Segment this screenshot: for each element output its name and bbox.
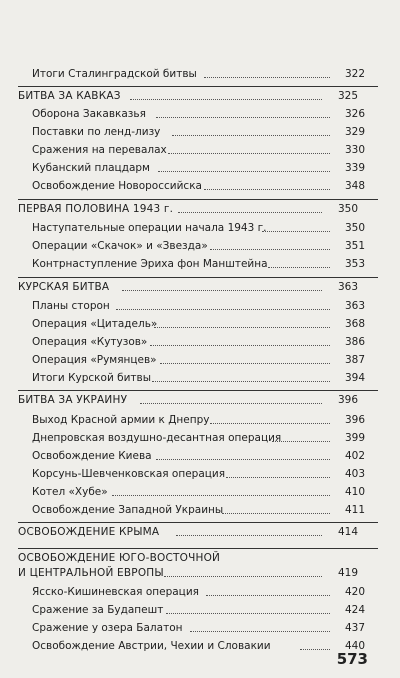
entry-page: 322 [344,68,365,80]
entry-page: 396 [344,414,365,426]
entry-title: Сражение у озера Балатон [32,622,183,634]
section-page: 350 [337,203,358,215]
leader-dots [272,441,330,442]
leader-dots [176,535,322,536]
leader-dots [226,477,330,478]
toc-entry [0,448,400,464]
section-rule [18,277,378,278]
leader-dots [204,77,330,78]
leader-dots [122,290,322,291]
entry-title: Итоги Курской битвы [32,372,152,384]
entry-title: Освобождение Киева [32,450,152,462]
entry-page: 339 [344,162,365,174]
section-page: 396 [337,394,358,406]
entry-page: 363 [344,300,365,312]
entry-page: 387 [344,354,365,366]
toc-entry [0,220,400,236]
leader-dots [222,513,330,514]
toc-entry [0,142,400,158]
entry-title: Освобождение Новороссийска [32,180,202,192]
entry-page: 348 [344,180,365,192]
entry-title: Наступательные операции начала 1943 г. [32,222,267,234]
toc-entry [0,124,400,140]
toc-entry [0,584,400,600]
toc-entry [0,370,400,386]
entry-page: 350 [344,222,365,234]
section-title: БИТВА ЗА КАВКАЗ [18,90,121,102]
leader-dots [268,267,330,268]
leader-dots [166,613,330,614]
section-page: 325 [337,90,358,102]
entry-page: 353 [344,258,365,270]
toc-entry [0,238,400,254]
entry-page: 411 [344,504,365,516]
toc-entry [0,160,400,176]
entry-page: 420 [344,586,365,598]
leader-dots [116,309,330,310]
entry-title: Операции «Скачок» и «Звезда» [32,240,208,252]
entry-title: Кубанский плацдарм [32,162,150,174]
leader-dots [160,363,330,364]
toc-section [0,279,400,295]
leader-dots [158,171,330,172]
leader-dots [172,135,330,136]
section-title-line2: И ЦЕНТРАЛЬНОЙ ЕВРОПЫ [18,567,164,579]
section-rule [18,390,378,391]
section-rule [18,522,378,523]
entry-title: Планы сторон [32,300,110,312]
section-page: 414 [337,526,358,538]
entry-title: Операция «Цитадель» [32,318,158,330]
leader-dots [204,189,330,190]
section-rule [18,199,378,200]
leader-dots [262,231,330,232]
section-title: ОСВОБОЖДЕНИЕ КРЫМА [18,526,160,538]
leader-dots [190,631,330,632]
leader-dots [130,99,322,100]
toc-entry [0,466,400,482]
section-title-line1: ОСВОБОЖДЕНИЕ ЮГО-ВОСТОЧНОЙ [18,552,221,564]
toc-section [0,201,400,217]
leader-dots [210,423,330,424]
section-page: 363 [337,281,358,293]
entry-title: Освобождение Западной Украины [32,504,224,516]
leader-dots [152,381,330,382]
leader-dots [178,212,322,213]
section-rule [18,548,378,549]
toc-entry [0,620,400,636]
page-number: 573 [336,650,368,668]
leader-dots [210,249,330,250]
leader-dots [164,576,322,577]
toc-section [0,88,400,104]
leader-dots [112,495,330,496]
entry-page: 402 [344,450,365,462]
entry-title: Сражение за Будапешт [32,604,164,616]
entry-title: Выход Красной армии к Днепру [32,414,210,426]
entry-page: 437 [344,622,365,634]
toc-entry [0,178,400,194]
entry-page: 394 [344,372,365,384]
entry-title: Котел «Хубе» [32,486,108,498]
leader-dots [150,345,330,346]
entry-title: Итоги Сталинградской битвы [32,68,197,80]
toc-entry [0,66,400,82]
toc-entry [0,256,400,272]
leader-dots [140,403,322,404]
entry-page: 330 [344,144,365,156]
leader-dots [156,459,330,460]
toc-entry [0,484,400,500]
entry-page: 386 [344,336,365,348]
toc-entry [0,352,400,368]
toc-section [0,551,400,565]
entry-title: Днепровская воздушно-десантная операция [32,432,282,444]
toc-section [0,392,400,408]
leader-dots [300,649,330,650]
entry-page: 329 [344,126,365,138]
entry-title: Операция «Румянцев» [32,354,157,366]
entry-title: Сражения на перевалах [32,144,167,156]
entry-page: 399 [344,432,365,444]
leader-dots [154,327,330,328]
toc-entry [0,502,400,518]
entry-page: 403 [344,468,365,480]
leader-dots [206,595,330,596]
toc-entry [0,412,400,428]
toc-section [0,524,400,540]
toc-entry [0,316,400,332]
entry-page: 410 [344,486,365,498]
entry-title: Корсунь-Шевченковская операция [32,468,226,480]
section-title: ПЕРВАЯ ПОЛОВИНА 1943 г. [18,203,174,215]
entry-page: 326 [344,108,365,120]
entry-page: 368 [344,318,365,330]
section-title: БИТВА ЗА УКРАИНУ [18,394,128,406]
entry-page: 351 [344,240,365,252]
toc-section-continued [0,565,400,581]
toc-entry [0,106,400,122]
toc-entry [0,430,400,446]
entry-title: Оборона Закавказья [32,108,146,120]
section-rule [18,86,378,87]
entry-page: 440 [344,640,365,652]
leader-dots [156,117,330,118]
section-title: КУРСКАЯ БИТВА [18,281,110,293]
toc-entry [0,298,400,314]
entry-title: Освобождение Австрии, Чехии и Словакии [32,640,271,652]
entry-title: Операция «Кутузов» [32,336,148,348]
entry-title: Контрнаступление Эриха фон Манштейна [32,258,268,270]
toc-entry [0,334,400,350]
entry-title: Поставки по ленд-лизу [32,126,161,138]
entry-title: Ясско-Кишиневская операция [32,586,199,598]
entry-page: 424 [344,604,365,616]
section-page: 419 [337,567,358,579]
leader-dots [168,153,330,154]
toc-entry [0,602,400,618]
